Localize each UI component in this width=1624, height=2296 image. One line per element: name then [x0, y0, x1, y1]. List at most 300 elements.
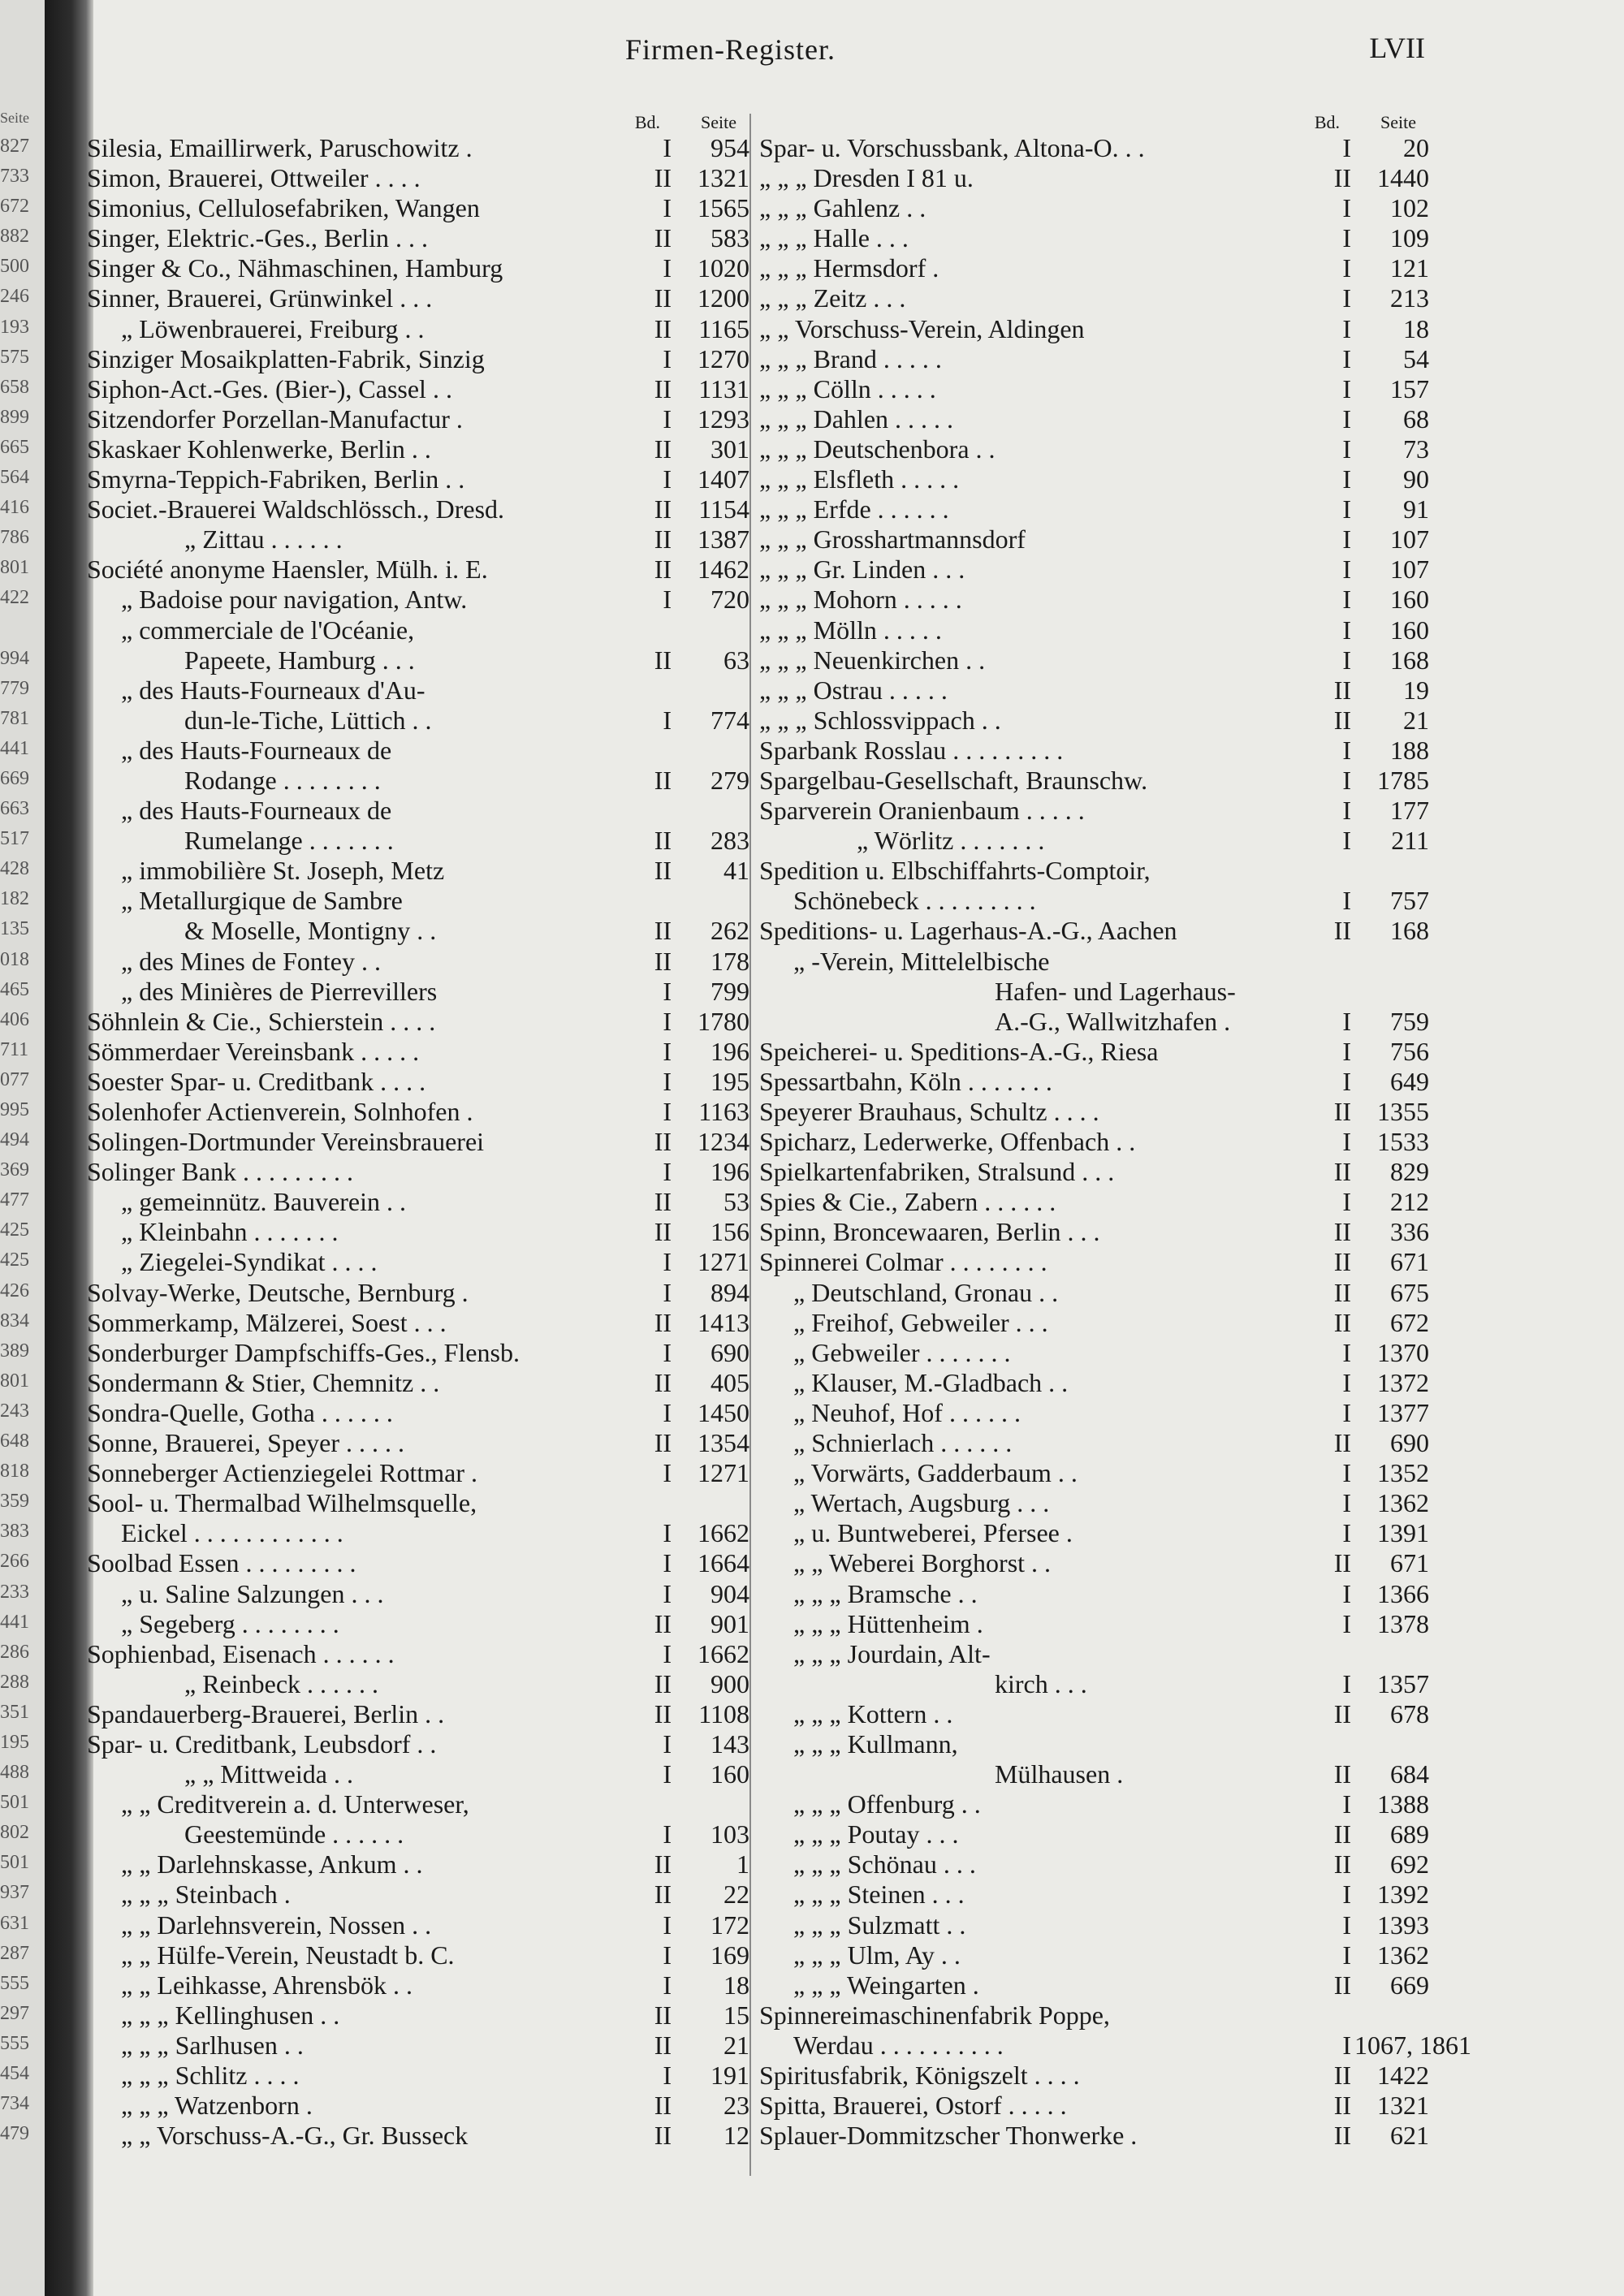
- entry-firm-name: „ des Hauts-Fourneaux d'Au-: [121, 675, 425, 705]
- entry-page: 1372: [1377, 1367, 1429, 1397]
- entry-firm-name: Soester Spar- u. Creditbank . . . .: [87, 1066, 426, 1096]
- register-entry: [87, 1699, 749, 1729]
- entry-volume: I: [1342, 1518, 1351, 1548]
- entry-firm-name: Spar- u. Vorschussbank, Altona-O. . .: [759, 133, 1145, 162]
- entry-firm-name: Sondermann & Stier, Chemnitz . .: [87, 1367, 440, 1397]
- entry-page: 143: [710, 1728, 749, 1759]
- entry-page: 1234: [698, 1127, 749, 1157]
- entry-page: 54: [1403, 343, 1429, 373]
- entry-firm-name: „ „ „ Sarlhusen . .: [121, 2030, 304, 2060]
- entry-firm-name: „ „ „ Mölln . . . . .: [759, 615, 942, 645]
- entry-page: 669: [1390, 1970, 1429, 2000]
- entry-page: 1462: [698, 555, 749, 585]
- entry-firm-name: Geestemünde . . . . . .: [184, 1819, 404, 1849]
- entry-volume: II: [654, 434, 672, 464]
- entry-firm-name: „ „ „ Gr. Linden . . .: [759, 555, 965, 585]
- entry-page: 336: [1390, 1217, 1429, 1247]
- prev-page-number: 818: [0, 1461, 29, 1482]
- entry-volume: I: [1342, 826, 1351, 856]
- register-entry: [87, 675, 749, 706]
- register-entry: [759, 1067, 1429, 1097]
- entry-volume: I: [1342, 796, 1351, 826]
- entry-firm-name: „ „ „ Cölln . . . . .: [759, 373, 936, 404]
- entry-firm-name: „ „ Weberei Borghorst . .: [793, 1548, 1052, 1578]
- entry-page: 196: [710, 1036, 749, 1066]
- prev-page-number: 233: [0, 1581, 29, 1603]
- register-entry: [759, 1007, 1429, 1037]
- entry-firm-name: „ „ „ Jourdain, Alt-: [793, 1638, 991, 1668]
- entry-page: 283: [710, 826, 749, 856]
- register-entry: [759, 253, 1429, 283]
- entry-firm-name: A.-G., Wallwitzhafen .: [995, 1006, 1231, 1036]
- entry-volume: I: [1342, 645, 1351, 675]
- entry-page: 156: [710, 1217, 749, 1247]
- entry-page: 63: [723, 645, 749, 675]
- prev-page-number: 501: [0, 1852, 29, 1874]
- entry-volume: I: [1342, 133, 1351, 162]
- prev-page-number: 672: [0, 196, 29, 218]
- prev-page-number: 801: [0, 557, 29, 579]
- prev-page-number: 517: [0, 828, 29, 850]
- entry-page: 684: [1390, 1759, 1429, 1789]
- prev-page-number: 834: [0, 1310, 29, 1331]
- entry-firm-name: Solenhofer Actienverein, Solnhofen .: [87, 1097, 473, 1126]
- entry-page: 672: [1390, 1307, 1429, 1337]
- entry-firm-name: „ „ „ Steinen . . .: [793, 1880, 965, 1910]
- entry-firm-name: Spinnerei Colmar . . . . . . . .: [759, 1247, 1047, 1277]
- entry-volume: II: [1333, 2061, 1351, 2090]
- register-entry: [87, 1548, 749, 1578]
- register-entry: [759, 1940, 1429, 1970]
- entry-volume: II: [654, 2030, 672, 2060]
- prev-page-number: 665: [0, 436, 29, 458]
- entry-volume: II: [654, 1428, 672, 1458]
- register-entry: [87, 1789, 749, 1819]
- entry-volume: I: [1342, 1458, 1351, 1488]
- entry-volume: I: [1342, 1337, 1351, 1367]
- entry-firm-name: „ „ „ Poutay . . .: [793, 1819, 959, 1849]
- entry-volume: I: [663, 253, 672, 283]
- entry-firm-name: „ commerciale de l'Océanie,: [121, 615, 415, 645]
- entry-page: 1270: [698, 343, 749, 373]
- register-entry: [759, 675, 1429, 706]
- entry-page: 1391: [1377, 1518, 1429, 1548]
- entry-firm-name: Spinnereimaschinenfabrik Poppe,: [759, 2000, 1110, 2030]
- entry-firm-name: „ „ „ Weingarten .: [793, 1970, 979, 2000]
- register-entry: [87, 2031, 749, 2061]
- register-entry: [87, 1458, 749, 1488]
- entry-firm-name: „ „ „ Watzenborn .: [121, 2091, 313, 2121]
- register-entry: [87, 615, 749, 645]
- register-entry: [759, 374, 1429, 404]
- register-entry: [759, 585, 1429, 615]
- entry-page: 621: [1390, 2121, 1429, 2151]
- prev-page-number: 359: [0, 1491, 29, 1513]
- entry-page: 1780: [698, 1006, 749, 1036]
- entry-volume: II: [654, 373, 672, 404]
- entry-volume: I: [1342, 404, 1351, 434]
- prev-page-number: 994: [0, 647, 29, 669]
- left-heading-seite: Seite: [701, 112, 736, 132]
- register-entry: [759, 434, 1429, 464]
- entry-firm-name: Sonne, Brauerei, Speyer . . . . .: [87, 1428, 405, 1458]
- register-entry: [759, 1759, 1429, 1789]
- entry-volume: I: [663, 1578, 672, 1608]
- entry-page: 1413: [698, 1307, 749, 1337]
- prev-page-number: 555: [0, 1972, 29, 1994]
- entry-page: 1366: [1377, 1578, 1429, 1608]
- entry-firm-name: Sophienbad, Eisenach . . . . . .: [87, 1638, 395, 1668]
- entry-volume: I: [1342, 313, 1351, 343]
- register-entry: [87, 2091, 749, 2121]
- entry-volume: II: [654, 1668, 672, 1698]
- entry-firm-name: „ „ „ Zeitz . . .: [759, 283, 906, 313]
- entry-volume: I: [663, 1728, 672, 1759]
- register-entry: [759, 1488, 1429, 1518]
- entry-page: 109: [1390, 223, 1429, 253]
- prev-page-number: 575: [0, 346, 29, 368]
- register-entry: [87, 524, 749, 555]
- entry-volume: I: [663, 1277, 672, 1307]
- right-column-heading: [759, 106, 1429, 133]
- entry-volume: II: [654, 1187, 672, 1217]
- entry-page: 1165: [698, 313, 749, 343]
- prev-page-number: 995: [0, 1099, 29, 1120]
- prev-page-number: 733: [0, 166, 29, 188]
- prev-page-number: 426: [0, 1280, 29, 1301]
- entry-page: 169: [710, 1940, 749, 1970]
- prev-page-number: 351: [0, 1701, 29, 1723]
- entry-volume: II: [654, 916, 672, 946]
- entry-firm-name: „ Reinbeck . . . . . .: [184, 1668, 379, 1698]
- entry-firm-name: Speicherei- u. Speditions-A.-G., Riesa: [759, 1036, 1159, 1066]
- entry-page: 102: [1390, 193, 1429, 223]
- entry-firm-name: „ Segeberg . . . . . . . .: [121, 1608, 339, 1638]
- prev-page-number: 801: [0, 1370, 29, 1392]
- register-entry: [87, 1819, 749, 1849]
- entry-firm-name: „ „ Mittweida . .: [184, 1759, 353, 1789]
- register-entry: [87, 1157, 749, 1187]
- entry-firm-name: Societ.-Brauerei Waldschlössch., Dresd.: [87, 494, 505, 524]
- entry-page: 1357: [1377, 1668, 1429, 1698]
- register-entry: [759, 736, 1429, 766]
- entry-page: 690: [1390, 1428, 1429, 1458]
- register-entry: [759, 283, 1429, 313]
- entry-firm-name: Sool- u. Thermalbad Wilhelmsquelle,: [87, 1488, 477, 1518]
- register-entry: [759, 826, 1429, 856]
- entry-page: 689: [1390, 1819, 1429, 1849]
- right-register-column: [759, 106, 1471, 2151]
- register-entry: [87, 1729, 749, 1759]
- entry-firm-name: „ Vorwärts, Gadderbaum . .: [793, 1458, 1078, 1488]
- register-entry: [759, 1699, 1429, 1729]
- entry-firm-name: „ des Hauts-Fourneaux de: [121, 796, 392, 826]
- prev-page-number: 899: [0, 406, 29, 428]
- entry-firm-name: Simon, Brauerei, Ottweiler . . . .: [87, 163, 421, 193]
- register-entry: [87, 434, 749, 464]
- entry-volume: I: [663, 1548, 672, 1578]
- register-entry: [87, 1488, 749, 1518]
- right-heading-bd: Bd.: [1314, 112, 1340, 132]
- entry-page: 1407: [698, 464, 749, 494]
- entry-firm-name: „ Klauser, M.-Gladbach . .: [793, 1367, 1069, 1397]
- entry-firm-name: „ -Verein, Mittelelbische: [793, 946, 1050, 976]
- register-entry: [87, 163, 749, 193]
- entry-page: 1662: [698, 1518, 749, 1548]
- prev-page-number: 441: [0, 737, 29, 759]
- entry-page: 196: [710, 1157, 749, 1187]
- entry-firm-name: „ „ Vorschuss-Verein, Aldingen: [759, 313, 1085, 343]
- register-entry: [759, 1157, 1429, 1187]
- entry-page: 1378: [1377, 1608, 1429, 1638]
- entry-firm-name: „ „ Vorschuss-A.-G., Gr. Busseck: [121, 2121, 469, 2151]
- entry-volume: I: [1342, 1367, 1351, 1397]
- prev-page-number: 648: [0, 1431, 29, 1452]
- register-entry: [87, 2000, 749, 2031]
- entry-page: 671: [1390, 1548, 1429, 1578]
- entry-volume: II: [654, 2121, 672, 2151]
- entry-page: 1067, 1861: [1354, 2030, 1471, 2060]
- entry-volume: I: [1342, 735, 1351, 765]
- prev-page-number: 501: [0, 1792, 29, 1814]
- entry-volume: I: [1342, 223, 1351, 253]
- prev-page-number: 711: [0, 1038, 29, 1060]
- entry-volume: I: [1342, 1910, 1351, 1940]
- entry-firm-name: „ immobilière St. Joseph, Metz: [121, 856, 445, 886]
- entry-firm-name: Hafen- und Lagerhaus-: [995, 976, 1236, 1006]
- entry-firm-name: „ „ „ Hermsdorf .: [759, 253, 939, 283]
- prev-page-number: 243: [0, 1400, 29, 1422]
- entry-firm-name: Rumelange . . . . . . .: [184, 826, 394, 856]
- register-entry: [759, 766, 1429, 796]
- entry-volume: II: [654, 283, 672, 313]
- register-entry: [759, 1819, 1429, 1849]
- register-entry: [87, 1217, 749, 1247]
- register-entry: [87, 645, 749, 675]
- entry-page: 678: [1390, 1698, 1429, 1728]
- entry-volume: I: [663, 585, 672, 615]
- prev-page-number: 287: [0, 1942, 29, 1964]
- entry-volume: I: [1342, 464, 1351, 494]
- entry-volume: II: [1333, 1849, 1351, 1880]
- entry-volume: I: [1342, 585, 1351, 615]
- entry-firm-name: Sitzendorfer Porzellan-Manufactur .: [87, 404, 463, 434]
- entry-volume: I: [1342, 1397, 1351, 1427]
- prev-page-number: 182: [0, 888, 29, 910]
- right-heading-seite: Seite: [1380, 112, 1416, 132]
- register-entry: [87, 2061, 749, 2091]
- entry-firm-name: „ des Mines de Fontey . .: [121, 946, 381, 976]
- entry-firm-name: Sommerkamp, Mälzerei, Soest . . .: [87, 1307, 447, 1337]
- prev-page-number: 297: [0, 2002, 29, 2024]
- entry-firm-name: Singer & Co., Nähmaschinen, Hamburg: [87, 253, 503, 283]
- register-entry: [87, 494, 749, 524]
- entry-firm-name: Skaskaer Kohlenwerke, Berlin . .: [87, 434, 431, 464]
- entry-volume: I: [663, 343, 672, 373]
- entry-volume: I: [1342, 1668, 1351, 1698]
- register-entry: [87, 133, 749, 163]
- entry-page: 1362: [1377, 1940, 1429, 1970]
- entry-firm-name: Siphon-Act.-Ges. (Bier-), Cassel . .: [87, 373, 452, 404]
- entry-volume: II: [654, 765, 672, 795]
- prev-page-number: 425: [0, 1219, 29, 1241]
- entry-firm-name: „ „ „ Schlitz . . . .: [121, 2061, 300, 2090]
- entry-page: 15: [723, 2000, 749, 2030]
- register-entry: [759, 1278, 1429, 1308]
- prev-page-number: 389: [0, 1340, 29, 1362]
- entry-volume: I: [1342, 886, 1351, 916]
- entry-volume: I: [663, 1097, 672, 1126]
- entry-firm-name: kirch . . .: [995, 1668, 1087, 1698]
- register-entry: [87, 1940, 749, 1970]
- register-entry: [87, 1037, 749, 1067]
- entry-firm-name: „ gemeinnütz. Bauverein . .: [121, 1187, 406, 1217]
- register-entry: [87, 1097, 749, 1127]
- register-entry: [87, 1067, 749, 1097]
- entry-volume: I: [663, 464, 672, 494]
- entry-firm-name: „ Neuhof, Hof . . . . . .: [793, 1397, 1021, 1427]
- left-register-column: [87, 106, 749, 2151]
- entry-page: 90: [1403, 464, 1429, 494]
- register-entry: [759, 1428, 1429, 1458]
- register-entry: [759, 2030, 1471, 2061]
- register-entry: [87, 1368, 749, 1398]
- entry-firm-name: „ „ „ Bramsche . .: [793, 1578, 978, 1608]
- entry-page: 894: [710, 1277, 749, 1307]
- entry-firm-name: Singer, Elektric.-Ges., Berlin . . .: [87, 223, 428, 253]
- register-entry: [759, 796, 1429, 826]
- page-title: Firmen-Register.: [625, 33, 836, 66]
- entry-firm-name: Eickel . . . . . . . . . . . .: [121, 1518, 343, 1548]
- entry-page: 23: [723, 2091, 749, 2121]
- entry-page: 1388: [1377, 1789, 1429, 1819]
- prev-page-number: 246: [0, 286, 29, 308]
- entry-firm-name: Sonderburger Dampfschiffs-Ges., Flensb.: [87, 1337, 520, 1367]
- entry-firm-name: „ Zittau . . . . . .: [184, 524, 343, 555]
- prev-page-number: 477: [0, 1189, 29, 1211]
- entry-volume: II: [654, 1608, 672, 1638]
- entry-volume: I: [1342, 1880, 1351, 1910]
- register-entry: [759, 706, 1429, 736]
- register-entry: [759, 404, 1429, 434]
- register-entry: [87, 2121, 749, 2151]
- entry-volume: I: [663, 1940, 672, 1970]
- entry-page: 73: [1403, 434, 1429, 464]
- entry-volume: I: [1342, 1488, 1351, 1518]
- entry-firm-name: „ Schnierlach . . . . . .: [793, 1428, 1013, 1458]
- book-binding-shadow: [45, 0, 93, 2296]
- prev-page-number: 425: [0, 1249, 29, 1271]
- prev-page-number: 441: [0, 1611, 29, 1633]
- entry-page: 692: [1390, 1849, 1429, 1880]
- register-entry: [759, 1579, 1429, 1609]
- entry-firm-name: „ Metallurgique de Sambre: [121, 886, 403, 916]
- entry-page: 53: [723, 1187, 749, 1217]
- prev-page-number: 631: [0, 1912, 29, 1934]
- entry-page: 18: [723, 1970, 749, 2000]
- register-entry: [759, 2061, 1429, 2091]
- register-entry: [87, 555, 749, 585]
- entry-firm-name: „ „ „ Ostrau . . . . .: [759, 675, 948, 705]
- entry-firm-name: Spedition u. Elbschiffahrts-Comptoir,: [759, 856, 1151, 886]
- entry-page: 1020: [698, 253, 749, 283]
- entry-volume: I: [663, 1006, 672, 1036]
- entry-volume: I: [1342, 555, 1351, 585]
- prev-page-number: 494: [0, 1129, 29, 1151]
- register-entry: [759, 1398, 1429, 1428]
- entry-volume: I: [1342, 524, 1351, 555]
- register-entry: [87, 1278, 749, 1308]
- entry-firm-name: Spandauerberg-Brauerei, Berlin . .: [87, 1698, 445, 1728]
- entry-page: 829: [1390, 1157, 1429, 1187]
- entry-page: 1355: [1377, 1097, 1429, 1126]
- page-number: LVII: [1369, 32, 1425, 64]
- entry-page: 901: [710, 1608, 749, 1638]
- entry-volume: II: [654, 856, 672, 886]
- entry-page: 1354: [698, 1428, 749, 1458]
- entry-firm-name: Splauer-Dommitzscher Thonwerke .: [759, 2121, 1138, 2151]
- prev-page-number: 827: [0, 136, 29, 157]
- entry-page: 160: [1390, 585, 1429, 615]
- entry-volume: I: [1342, 2030, 1351, 2060]
- register-entry: [87, 374, 749, 404]
- register-entry: [759, 1548, 1429, 1578]
- entry-volume: II: [654, 1217, 672, 1247]
- entry-firm-name: Sinner, Brauerei, Grünwinkel . . .: [87, 283, 433, 313]
- entry-page: 759: [1390, 1006, 1429, 1036]
- register-entry: [87, 736, 749, 766]
- prev-page-number: [0, 614, 45, 644]
- entry-firm-name: „ „ „ Kellinghusen . .: [121, 2000, 340, 2030]
- register-entry: [759, 494, 1429, 524]
- entry-volume: II: [1333, 1157, 1351, 1187]
- register-entry: [759, 1308, 1429, 1338]
- left-column-heading: [87, 106, 749, 133]
- entry-firm-name: „ des Hauts-Fourneaux de: [121, 735, 392, 765]
- entry-volume: II: [654, 163, 672, 193]
- register-entry: [87, 1518, 749, 1548]
- entry-firm-name: Sonneberger Actienziegelei Rottmar .: [87, 1458, 478, 1488]
- prev-page-number: 288: [0, 1671, 29, 1693]
- entry-volume: I: [663, 1819, 672, 1849]
- prev-page-number: 658: [0, 376, 29, 398]
- entry-page: 1393: [1377, 1910, 1429, 1940]
- entry-page: 583: [710, 223, 749, 253]
- entry-volume: I: [663, 1066, 672, 1096]
- entry-firm-name: „ „ „ Kullmann,: [793, 1728, 958, 1759]
- register-entry: [759, 314, 1429, 344]
- entry-volume: II: [1333, 1819, 1351, 1849]
- register-entry: [87, 344, 749, 374]
- register-entry: [759, 1458, 1429, 1488]
- register-entry: [759, 1849, 1429, 1880]
- entry-firm-name: Spar- u. Creditbank, Leubsdorf . .: [87, 1728, 437, 1759]
- register-entry: [759, 856, 1429, 886]
- entry-page: 19: [1403, 675, 1429, 705]
- entry-volume: II: [1333, 916, 1351, 946]
- entry-volume: I: [1342, 373, 1351, 404]
- entry-volume: I: [1342, 1578, 1351, 1608]
- entry-firm-name: Söhnlein & Cie., Schierstein . . . .: [87, 1006, 436, 1036]
- entry-firm-name: Sparbank Rosslau . . . . . . . . .: [759, 735, 1064, 765]
- entry-firm-name: Simonius, Cellulosefabriken, Wangen: [87, 193, 480, 223]
- register-entry: [759, 1037, 1429, 1067]
- register-entry: [87, 916, 749, 946]
- entry-firm-name: „ „ „ Grosshartmannsdorf: [759, 524, 1026, 555]
- entry-volume: I: [1342, 1940, 1351, 1970]
- entry-volume: I: [663, 133, 672, 162]
- entry-volume: II: [1333, 1698, 1351, 1728]
